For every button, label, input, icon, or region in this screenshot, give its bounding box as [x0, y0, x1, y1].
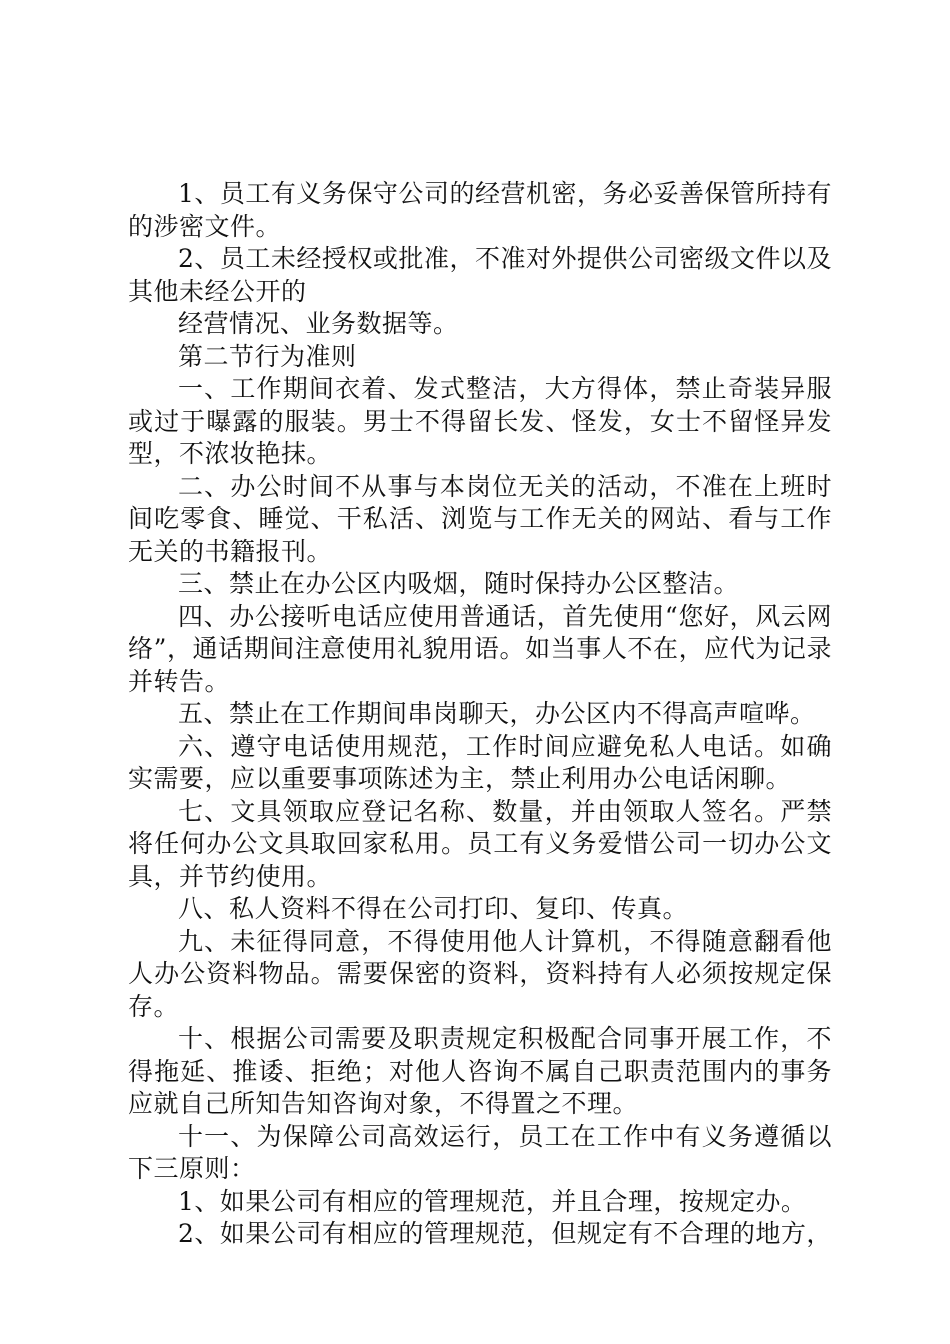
- rule-3: 三、禁止在办公区内吸烟，随时保持办公区整洁。: [178, 569, 740, 598]
- rule-9: 九、未征得同意，不得使用他人计算机，不得随意翻看他人办公资料物品。需要保密的资料，资料持有人必须按规定保存。: [128, 926, 832, 1021]
- principle-2: 2、如果公司有相应的管理规范，但规定有不合理的地方，: [178, 1219, 832, 1248]
- rule-11: 十一、为保障公司高效运行，员工在工作中有义务遵循以下三原则：: [128, 1121, 832, 1183]
- rule-6: 六、遵守电话使用规范，工作时间应避免私人电话。如确实需要，应以重要事项陈述为主，禁止利用办公电话闲聊。: [128, 731, 832, 793]
- principle-1: 1、如果公司有相应的管理规范，并且合理，按规定办。: [178, 1186, 807, 1216]
- paragraph-confidentiality-1: 1、员工有义务保守公司的经营机密，务必妥善保管所持有的涉密文件。: [128, 179, 832, 241]
- rule-5: 五、禁止在工作期间串岗聊天，办公区内不得高声喧哗。: [178, 699, 816, 728]
- rule-10: 十、根据公司需要及职责规定积极配合同事开展工作，不得拖延、推诿、拒绝；对他人咨询不属自己职责范围内的事务应就自己所知告知咨询对象，不得置之不理。: [128, 1024, 832, 1118]
- rule-2: 二、办公时间不从事与本岗位无关的活动，不准在上班时间吃零食、睡觉、干私活、浏览与工作无关的网站、看与工作无关的书籍报刊。: [128, 471, 832, 566]
- rule-8: 八、私人资料不得在公司打印、复印、传真。: [178, 894, 689, 923]
- paragraph-confidentiality-2-continued: 经营情况、业务数据等。: [178, 309, 459, 338]
- rule-7: 七、文具领取应登记名称、数量，并由领取人签名。严禁将任何办公文具取回家私用。员工有义务爱惜公司一切办公文具，并节约使用。: [128, 796, 832, 891]
- paragraph-confidentiality-2: 2、员工未经授权或批准，不准对外提供公司密级文件以及其他未经公开的: [128, 244, 832, 306]
- section-heading-conduct: 第二节行为准则: [178, 341, 357, 371]
- rule-1: 一、工作期间衣着、发式整洁，大方得体，禁止奇装异服或过于曝露的服装。男士不得留长发、怪发，女士不留怪异发型，不浓妆艳抹。: [128, 374, 832, 468]
- rule-4: 四、办公接听电话应使用普通话，首先使用“您好，风云网络”，通话期间注意使用礼貌用语。如当事人不在，应代为记录并转告。: [128, 601, 832, 696]
- document-page: [128, 178, 832, 1251]
